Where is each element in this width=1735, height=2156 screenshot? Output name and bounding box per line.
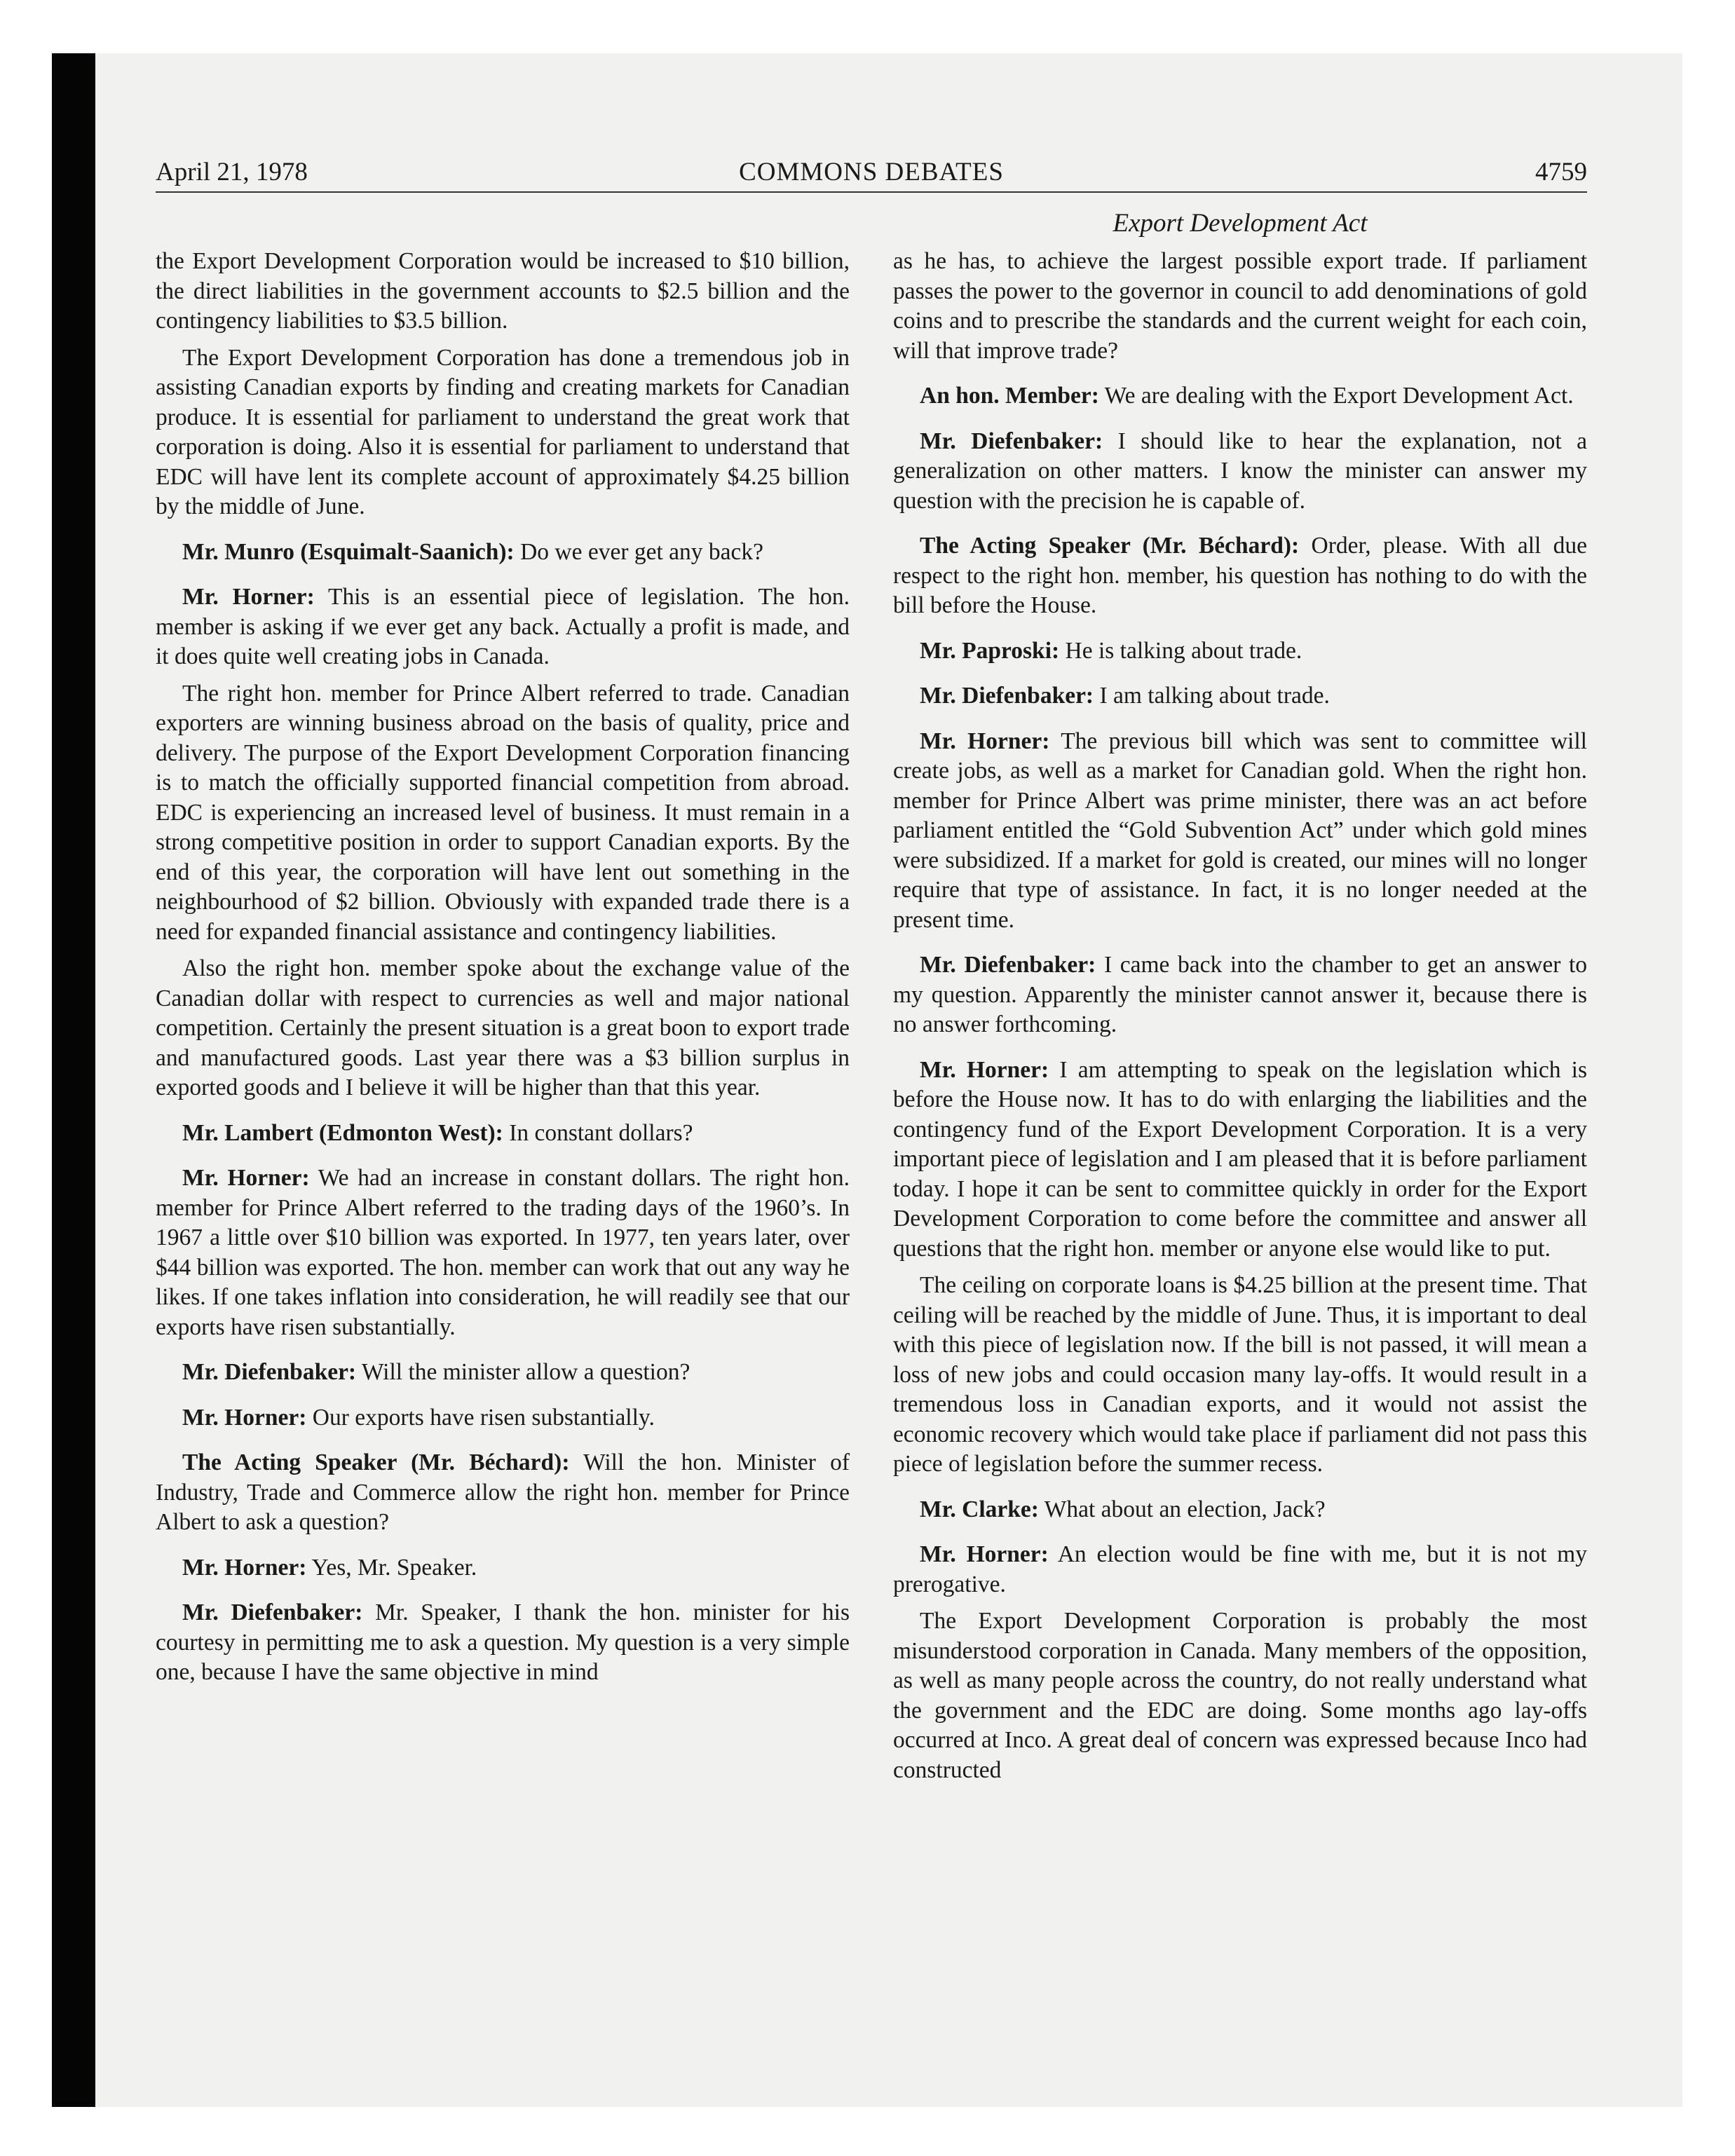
speech — [893, 636, 1587, 667]
paragraph: The Export Development Corporation has done a tremendous job in assisting Canadian exports by finding and creating markets for Canadian produce. It is essential for parliament to understand the great work that corporation is doing. Also it is essential for parliament to understand that EDC will have lent its complete account of approximately $4.25 billion by the middle of June. — [156, 344, 850, 519]
speaker-name: Mr. Munro (Esquimalt-Saanich): — [182, 538, 515, 565]
paragraph: the Export Development Corporation would be increased to $10 billion, the direct liabilities in the government accounts to $2.5 billion and the contingency liabilities to $3.5 billion. — [156, 248, 850, 334]
speech-text: Will the minister allow a question? — [361, 1359, 690, 1385]
speech-text: Mr. Speaker, I thank the hon. minister for his courtesy in permitting me to ask a question. My question is a very simple one, because I have the same objective in mind — [156, 1599, 850, 1685]
speech — [893, 727, 1587, 936]
paragraph: as he has, to achieve the largest possible export trade. If parliament passes the power to the governor in council to add denominations of gold coins and to prescribe the standards and the current weight for each coin, will that improve trade? — [893, 248, 1587, 364]
speech-text: The previous bill which was sent to committee will create jobs, as well as a market for Canadian gold. When the right hon. member for Prince Albert was prime minister, there was an act before parliament entitled the “Gold Subvention Act” under which gold mines were subsidized. If a market for gold is created, our mines will no longer require that type of assistance. In fact, it is no longer needed at the present time. — [893, 728, 1587, 933]
paragraph: The right hon. member for Prince Albert referred to trade. Canadian exporters are winning business abroad on the basis of quality, price and delivery. The purpose of the Export Development Corporation financing is to match the officially supported financial competition from abroad. EDC is experiencing an increased level of business. It must remain in a strong competitive position in order to support Canadian exports. By the end of this year, the corporation will have lent out something in the neighbourhood of $2 billion. Obviously with expanded trade there is a need for expanded financial assistance and contingency liabilities. — [156, 680, 850, 945]
speech-text: An election would be fine with me, but it is not my prerogative. — [893, 1541, 1587, 1597]
speech-text: I am attempting to speak on the legislation which is before the House now. It has to do with enlarging the liabilities and the contingency fund of the Export Development Corporation. It is a very important piece of legislation and I am pleased that it is before parliament today. I hope it can be sent to committee quickly in order for the Export Development Corporation to come before the committee and answer all questions that the right hon. member or anyone else would like to put. — [893, 1056, 1588, 1262]
speaker-name: Mr. Lambert (Edmonton West): — [182, 1119, 503, 1146]
speech — [893, 381, 1587, 411]
speaker-name: Mr. Horner: — [920, 728, 1050, 754]
speaker-name: The Acting Speaker (Mr. Béchard): — [920, 533, 1300, 559]
scan-edge-strip — [52, 53, 95, 2107]
speaker-name: Mr. Diefenbaker: — [920, 952, 1096, 978]
speaker-name: Mr. Diefenbaker: — [182, 1599, 363, 1625]
speech — [156, 582, 850, 672]
speaker-name: Mr. Paproski: — [920, 637, 1060, 664]
speech-text: I am talking about trade. — [1099, 683, 1330, 709]
speaker-name: Mr. Horner: — [920, 1541, 1049, 1567]
speech — [893, 531, 1587, 621]
speech — [156, 1119, 850, 1149]
left-column — [156, 247, 850, 1688]
speech-text: This is an essential piece of legislation. The hon. member is asking if we ever get any back. Actually a profit is made, and it does quite well creating jobs in Canada. — [156, 584, 850, 669]
header-title: COMMONS DEBATES — [739, 158, 1004, 186]
speech — [156, 1598, 850, 1688]
speech-text: I came back into the chamber to get an answer to my question. Apparently the minister cannot answer it, because there is no answer forthcoming. — [893, 952, 1588, 1037]
speech-text: What about an election, Jack? — [1044, 1496, 1326, 1522]
speech — [893, 1540, 1587, 1599]
speech — [893, 1495, 1587, 1525]
speech — [893, 681, 1587, 711]
speech — [156, 1164, 850, 1342]
paragraph: Also the right hon. member spoke about the exchange value of the Canadian dollar with respect to currencies as well and major national competition. Certainly the present situation is a great boon to export trade and manufactured goods. Last year there was a $3 billion surplus in exported goods and I believe it will be higher than that this year. — [156, 955, 850, 1100]
header-date: April 21, 1978 — [156, 158, 308, 186]
speech-text: We had an increase in constant dollars. The right hon. member for Prince Albert referred to the trading days of the 1960’s. In 1967 a little over $10 billion was exported. In 1977, ten years later, over $44 billion was exported. The hon. member can work that out any way he likes. If one takes inflation into consideration, he will readily see that our exports have risen substantially. — [156, 1165, 850, 1340]
speech — [156, 1358, 850, 1388]
speech-text: Do we ever get any back? — [520, 538, 764, 565]
page-number: 4759 — [1535, 158, 1587, 186]
speech-text: I should like to hear the explanation, not a generalization on other matters. I know the minister can answer my question with the precision he is capable of. — [893, 428, 1588, 514]
speech-text: He is talking about trade. — [1065, 637, 1302, 664]
speech — [893, 427, 1587, 517]
speech-text: In constant dollars? — [509, 1119, 693, 1146]
speaker-name: Mr. Diefenbaker: — [182, 1359, 357, 1385]
speaker-name: The Acting Speaker (Mr. Béchard): — [182, 1449, 570, 1475]
running-header — [156, 154, 1587, 191]
section-title: Export Development Act — [1113, 209, 1368, 238]
speech — [156, 538, 850, 568]
speech — [893, 1056, 1587, 1264]
speaker-name: Mr. Horner: — [182, 1404, 307, 1431]
speaker-name: Mr. Diefenbaker: — [920, 428, 1103, 454]
speaker-name: Mr. Horner: — [182, 1554, 307, 1581]
speech — [893, 950, 1587, 1040]
speaker-name: Mr. Clarke: — [920, 1496, 1039, 1522]
speech — [156, 1403, 850, 1433]
paragraph: The Export Development Corporation is probably the most misunderstood corporation in Canada. Many members of the opposition, as well as many people across the country, do not really understand what the government and the EDC are doing. Some months ago lay-offs occurred at Inco. A great deal of concern was expressed because Inco had constructed — [893, 1608, 1587, 1783]
speaker-name: Mr. Horner: — [182, 1165, 310, 1191]
speech — [156, 1553, 850, 1583]
speech-text: Order, please. With all due respect to the right hon. member, his question has nothing to do with the bill before the House. — [893, 533, 1588, 618]
speech-text: Our exports have risen substantially. — [312, 1404, 655, 1431]
speaker-name: Mr. Horner: — [182, 584, 315, 610]
paragraph: The ceiling on corporate loans is $4.25 billion at the present time. That ceiling will be reached by the middle of June. Thus, it is important to deal with this piece of legislation now. If the bill is not passed, it will mean a loss of new jobs and could occasion many lay-offs. It would result in a tremendous loss in Canadian exports, and it would not assist the economic recovery which would take place if parliament did not pass this piece of legislation before the summer recess. — [893, 1272, 1587, 1477]
right-column — [893, 247, 1587, 1785]
header-rule — [156, 191, 1587, 193]
speaker-name: An hon. Member: — [920, 383, 1099, 409]
speaker-name: Mr. Diefenbaker: — [920, 683, 1094, 709]
speaker-name: Mr. Horner: — [920, 1056, 1049, 1083]
speech-text: Yes, Mr. Speaker. — [311, 1554, 477, 1581]
speech — [156, 1448, 850, 1538]
speech-text: We are dealing with the Export Development Act. — [1104, 383, 1574, 409]
speech-text: Will the hon. Minister of Industry, Trade and Commerce allow the right hon. member for Prince Albert to ask a question? — [156, 1449, 850, 1535]
